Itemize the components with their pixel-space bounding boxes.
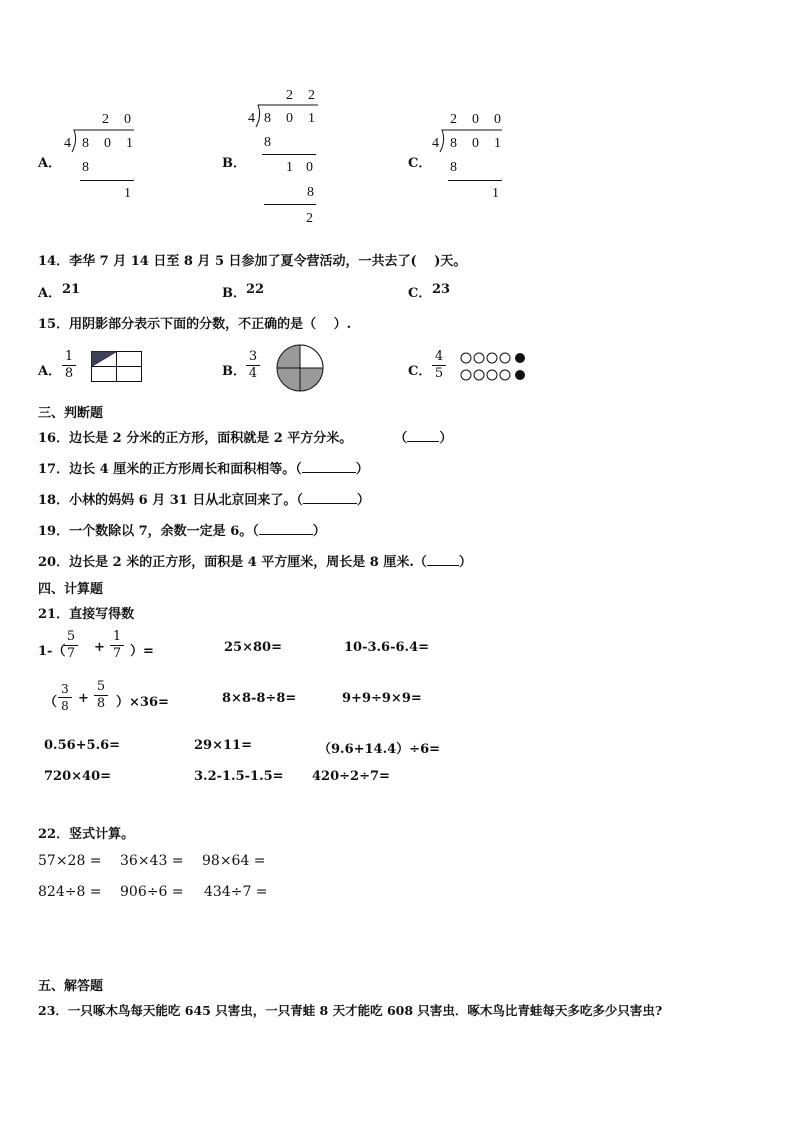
question-15-text: 15．用阴影部分表示下面的分数，不正确的是（ ）. <box>38 317 352 332</box>
expression: 8×8-8÷8= <box>222 691 297 706</box>
remainder: 1 <box>124 186 131 201</box>
fraction <box>58 681 72 714</box>
quotient-digit: 2 <box>102 112 109 127</box>
expression: 720×40= <box>44 769 112 784</box>
question-23-text: 23．一只啄木鸟每天能吃 645 只害虫，一只青蛙 8 天才能吃 608 只害虫．啄木鸟比青蛙每天多吃多少只害虫? <box>38 1003 663 1018</box>
expression: 10-3.6-6.4= <box>344 640 430 655</box>
dividend-digit: 0 <box>472 136 479 151</box>
dividend-digit: 0 <box>286 111 293 126</box>
expression: 98×64 = <box>202 853 266 869</box>
question-text: 16．边长是 2 分米的正方形，面积就是 2 平方分米。 <box>38 431 353 446</box>
dividend-digit: 0 <box>104 136 111 151</box>
answer-blank[interactable] <box>303 503 357 504</box>
expression: 420÷2÷7= <box>312 769 390 784</box>
option-label: C． <box>408 156 432 171</box>
option-label: C． <box>408 364 432 379</box>
denominator: 8 <box>64 366 74 381</box>
dividend-digit: 1 <box>126 136 133 151</box>
answer-blank[interactable] <box>407 441 439 442</box>
answer-blank[interactable] <box>302 472 356 473</box>
expression: 9+9÷9×9= <box>342 691 422 706</box>
expr-suffix: ）= <box>130 644 154 659</box>
question-18 <box>38 489 370 508</box>
fraction <box>432 349 446 382</box>
dividend-digit: 8 <box>264 111 271 126</box>
circles-diagram <box>460 351 534 383</box>
denominator: 7 <box>112 646 122 661</box>
quotient-digit: 0 <box>494 112 501 127</box>
fraction <box>64 629 78 662</box>
quotient-digit: 2 <box>450 112 457 127</box>
partial-digit: 1 <box>286 160 293 175</box>
paren-close: ） <box>439 431 453 446</box>
numerator: 1 <box>112 629 122 644</box>
question-text: 17．边长 4 厘米的正方形周长和面积相等。（ <box>38 462 302 477</box>
option-label: A． <box>38 286 62 301</box>
option-label: A． <box>38 364 62 379</box>
numerator: 4 <box>434 349 444 364</box>
subtract-value: 8 <box>450 160 457 175</box>
paren-close: ） <box>355 462 369 477</box>
question-21-title: 21．直接写得数 <box>38 607 135 622</box>
numerator: 3 <box>248 349 258 364</box>
expression: 29×11= <box>194 738 252 753</box>
expression: 824÷8 = <box>38 884 102 900</box>
answer-blank[interactable] <box>427 565 459 566</box>
expression: 434÷7 = <box>204 884 268 900</box>
divisor: 4 <box>248 111 255 126</box>
fraction <box>110 629 124 662</box>
dividend-digit: 1 <box>494 136 501 151</box>
option-value: 23 <box>432 282 451 297</box>
quotient-digit: 2 <box>308 88 315 103</box>
option-label: A． <box>38 156 62 171</box>
dividend-digit: 8 <box>450 136 457 151</box>
option-value: 22 <box>246 282 265 297</box>
divisor: 4 <box>64 136 71 151</box>
expr-suffix: ）×36= <box>116 695 169 710</box>
section-heading: 五、解答题 <box>38 979 104 994</box>
expression: 906÷6 = <box>120 884 184 900</box>
denominator: 8 <box>61 699 69 713</box>
numerator: 5 <box>66 629 76 644</box>
expression: （9.6+14.4）÷6= <box>318 742 441 757</box>
numerator: 1 <box>64 349 74 364</box>
numerator: 5 <box>96 679 106 694</box>
subtract-value: 8 <box>264 135 271 150</box>
answer-blank[interactable] <box>259 534 313 535</box>
fraction <box>62 349 76 382</box>
dividend-digit: 8 <box>82 136 89 151</box>
question-text: 19．一个数除以 7，余数一定是 6。（ <box>38 524 259 539</box>
question-16 <box>38 427 452 446</box>
partial-digit: 0 <box>306 160 313 175</box>
denominator: 7 <box>66 646 76 661</box>
paren-open: （ <box>394 431 408 446</box>
question-14-text: 14．李华 7 月 14 日至 8 月 5 日参加了夏令营活动，一共去了( )天。 <box>38 254 467 269</box>
option-label: B． <box>222 286 246 301</box>
division-line <box>264 204 316 205</box>
option-value: 21 <box>62 282 81 297</box>
question-19 <box>38 520 326 539</box>
fraction <box>246 349 260 382</box>
expression: 57×28 = <box>38 853 102 869</box>
expression: 25×80= <box>224 640 282 655</box>
fraction <box>94 679 108 712</box>
expr-prefix: 1-（ <box>38 644 66 659</box>
expression: 0.56+5.6= <box>44 738 121 753</box>
divisor: 4 <box>432 136 439 151</box>
remainder: 2 <box>306 211 313 226</box>
quotient-digit: 0 <box>124 112 131 127</box>
quotient-digit: 0 <box>472 112 479 127</box>
expression: 3.2-1.5-1.5= <box>194 769 284 784</box>
numerator: 3 <box>61 682 69 696</box>
paren-close: ） <box>356 493 370 508</box>
expression: 36×43 = <box>120 853 184 869</box>
dividend-digit: 1 <box>308 111 315 126</box>
denominator: 4 <box>248 366 258 381</box>
denominator: 5 <box>434 366 444 381</box>
division-line <box>448 180 502 181</box>
option-label: B． <box>222 156 246 171</box>
section-heading: 三、判断题 <box>38 406 104 421</box>
quotient-digit: 2 <box>286 88 293 103</box>
question-22-title: 22．竖式计算。 <box>38 827 135 842</box>
denominator: 8 <box>96 696 106 711</box>
shaded-rectangle-diagram <box>91 351 143 383</box>
division-line <box>80 180 134 181</box>
plus-sign: + <box>94 640 105 655</box>
question-20 <box>38 551 472 570</box>
question-text: 20．边长是 2 米的正方形，面积是 4 平方厘米，周长是 8 厘米.（ <box>38 555 427 570</box>
expr-prefix: （ <box>44 695 58 710</box>
question-text: 18．小林的妈妈 6 月 31 日从北京回来了。（ <box>38 493 303 508</box>
section-heading: 四、计算题 <box>38 582 104 597</box>
division-line <box>262 154 316 155</box>
remainder: 1 <box>492 186 499 201</box>
option-label: B． <box>222 364 246 379</box>
plus-sign: + <box>78 691 89 706</box>
subtract-value: 8 <box>307 185 314 200</box>
shaded-circle-diagram <box>276 344 324 392</box>
subtract-value: 8 <box>82 160 89 175</box>
option-label: C． <box>408 286 432 301</box>
paren-close: ） <box>458 555 472 570</box>
paren-close: ） <box>312 524 326 539</box>
question-17 <box>38 458 369 477</box>
